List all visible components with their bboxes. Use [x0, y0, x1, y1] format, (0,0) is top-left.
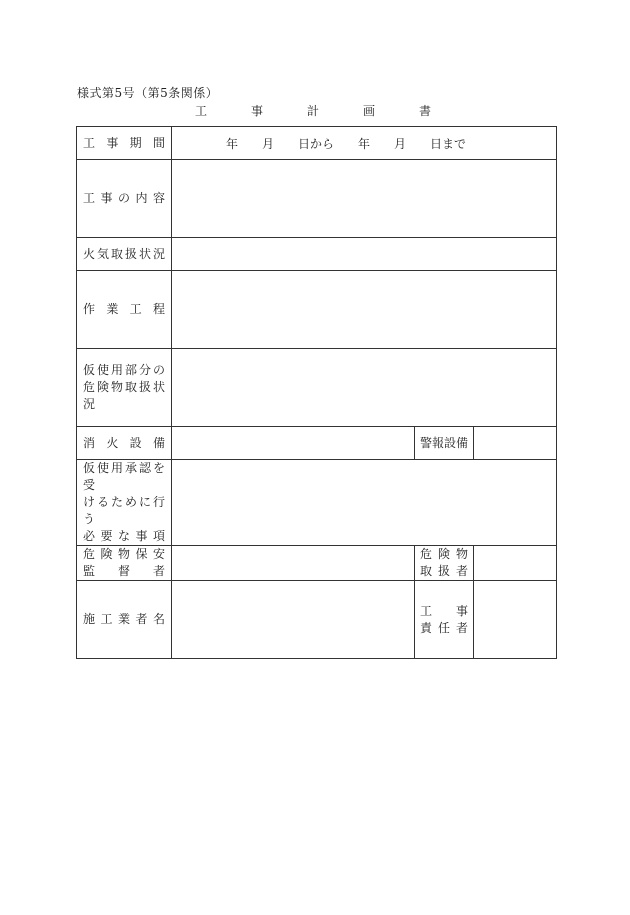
work-process-field[interactable] — [172, 271, 557, 349]
label-handler — [415, 546, 474, 581]
document-title: 工 事 計 画 書 — [194, 104, 447, 118]
requirements-field[interactable] — [172, 460, 557, 546]
fire-equipment-field[interactable] — [172, 427, 415, 460]
row-requirements — [77, 460, 557, 546]
label-handler-line1: 危険物 — [420, 547, 468, 561]
label-requirements-line2: けるために行う — [83, 495, 165, 526]
label-contractor: 施工業者名 — [77, 581, 172, 659]
label-responsible-line2: 責任者 — [420, 620, 468, 635]
row-contractor — [77, 581, 557, 659]
construction-content-field[interactable] — [172, 160, 557, 238]
handler-field[interactable] — [474, 546, 557, 581]
label-construction-content: 工事の内容 — [77, 160, 172, 238]
label-alarm-equipment: 警報設備 — [415, 427, 474, 460]
contractor-field[interactable] — [172, 581, 415, 659]
alarm-equipment-field[interactable] — [474, 427, 557, 460]
label-work-process: 作業工程 — [77, 271, 172, 349]
row-work-process — [77, 271, 557, 349]
label-construction-period: 工事期間 — [77, 127, 172, 160]
fire-use-field[interactable] — [172, 238, 557, 271]
row-fire-use — [77, 238, 557, 271]
row-hazard-handling — [77, 349, 557, 427]
label-responsible-line1: 工事 — [420, 603, 468, 618]
label-requirements-line1: 仮使用承認を受 — [83, 461, 165, 492]
responsible-person-field[interactable] — [474, 581, 557, 659]
construction-plan-table — [76, 126, 557, 659]
hazard-handling-field[interactable] — [172, 349, 557, 427]
label-hazard-handling — [77, 349, 172, 427]
label-supervisor — [77, 546, 172, 581]
supervisor-field[interactable] — [172, 546, 415, 581]
row-construction-content — [77, 160, 557, 238]
row-construction-period — [77, 127, 557, 160]
label-supervisor-line1: 危険物保安 — [83, 547, 165, 561]
row-supervisor — [77, 546, 557, 581]
label-requirements — [77, 460, 172, 546]
row-fire-equipment — [77, 427, 557, 460]
label-fire-equipment: 消火設備 — [77, 427, 172, 460]
label-responsible-person — [415, 581, 474, 659]
label-supervisor-line2: 監督者 — [83, 564, 165, 578]
label-requirements-line3: 必要な事項 — [83, 529, 165, 543]
label-hazard-line2: 危険物取扱状況 — [83, 380, 165, 411]
period-value-field[interactable]: 年 月 日から 年 月 日まで — [172, 127, 557, 160]
form-number: 様式第5号（第5条関係） — [77, 86, 219, 100]
label-hazard-line1: 仮使用部分の — [83, 363, 165, 377]
label-fire-use: 火気取扱状況 — [77, 238, 172, 271]
label-handler-line2: 取扱者 — [420, 564, 468, 578]
